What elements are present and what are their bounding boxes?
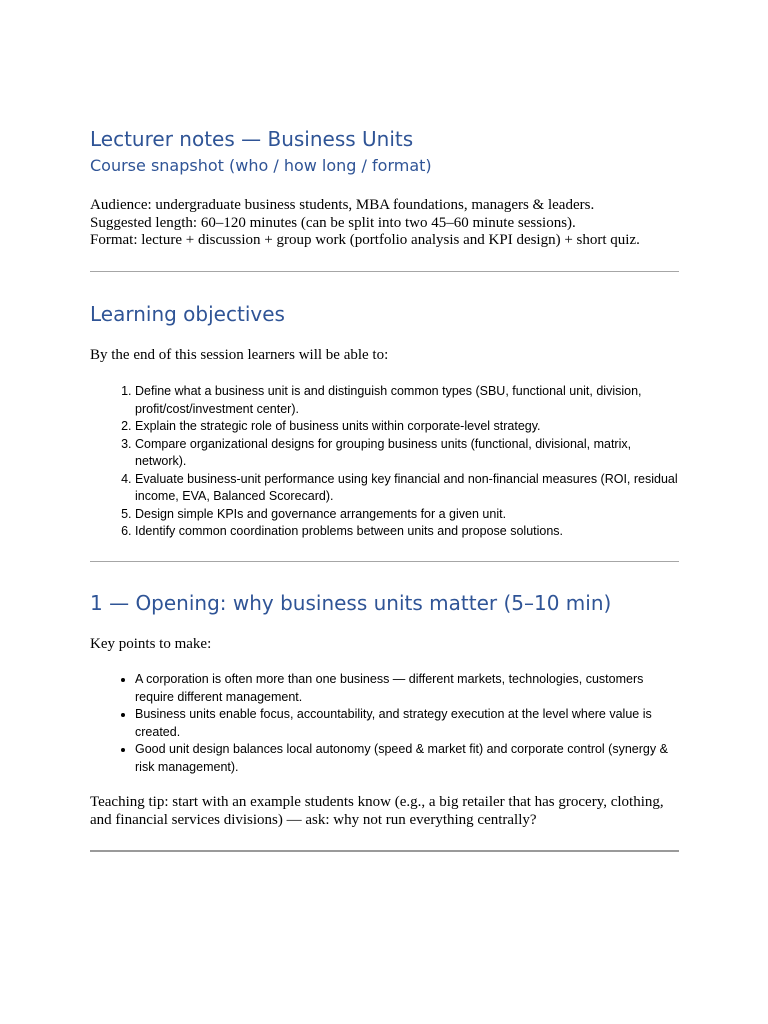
divider (90, 561, 679, 562)
page-subtitle: Course snapshot (who / how long / format) (90, 156, 432, 175)
list-item: • A corporation is often more than one business — different markets, technologies, customers require different management. (135, 671, 679, 706)
snapshot-length: Suggested length: 60–120 minutes (can be split into two 45–60 minute sessions). (90, 214, 576, 231)
opening-intro: Key points to make: (90, 636, 212, 652)
course-snapshot (90, 197, 679, 250)
teaching-tip-line: and financial services divisions) — ask: why not run everything centrally? (90, 811, 537, 828)
teaching-tip (90, 794, 679, 829)
snapshot-audience: Audience: undergraduate business students, MBA foundations, managers & leaders. (90, 197, 595, 213)
opening-key-points (90, 671, 679, 776)
list-item: 6. Identify common coordination problems between units and propose solutions. (135, 523, 679, 541)
divider (90, 850, 679, 852)
list-item: 3. Compare organizational designs for grouping business units (functional, divisional, matrix, network). (135, 436, 679, 471)
list-item: 5. Design simple KPIs and governance arrangements for a given unit. (135, 506, 679, 524)
list-item: • Good unit design balances local autonomy (speed & market fit) and corporate control (synergy & risk management). (135, 741, 679, 776)
snapshot-format: Format: lecture + discussion + group work (portfolio analysis and KPI design) + short quiz. (90, 232, 640, 248)
section-heading-opening: 1 — Opening: why business units matter (5–10 min) (90, 591, 612, 615)
divider (90, 271, 679, 272)
page-title: Lecturer notes — Business Units (90, 127, 414, 151)
list-item: • Business units enable focus, accountability, and strategy execution at the level where value is created. (135, 706, 679, 741)
objectives-list (90, 383, 679, 541)
teaching-tip-line: Teaching tip: start with an example students know (e.g., a big retailer that has grocery, clothing, (90, 794, 664, 810)
section-heading-objectives: Learning objectives (90, 302, 285, 326)
list-item: 1. Define what a business unit is and distinguish common types (SBU, functional unit, division, profit/cost/investment center). (135, 383, 679, 418)
list-item: 4. Evaluate business-unit performance using key financial and non-financial measures (ROI, residual income, EVA, Balanced Scorecard). (135, 471, 679, 506)
list-item: 2. Explain the strategic role of business units within corporate-level strategy. (135, 418, 679, 436)
objectives-intro: By the end of this session learners will be able to: (90, 347, 389, 363)
